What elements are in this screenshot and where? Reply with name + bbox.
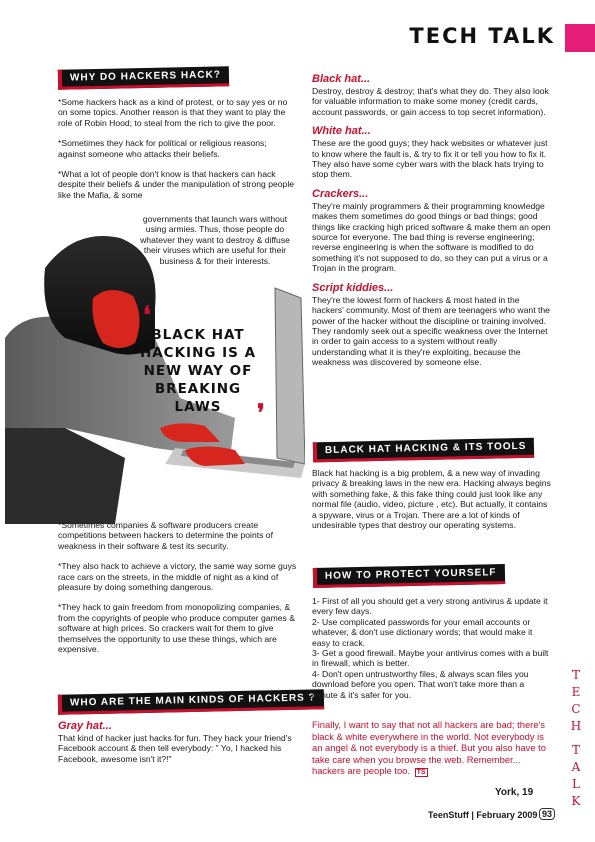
- para-victory: *They also hack to achieve a victory, the same way some guys race cars on the streets, in the middle of night as a kind of pleasure by doing something dangerous.: [58, 561, 297, 593]
- para-freedom: *They hack to gain freedom from monopolizing companies, & from the copyrights of people who produce computer games & software at high prices. So crackers wait for them to give themselves the opportunity to use these things, which are expensive.: [58, 602, 295, 655]
- banner-why-hack: WHY DO HACKERS HACK?: [58, 66, 229, 90]
- left-lower-section: [58, 520, 298, 654]
- crackers-title: Crackers...: [312, 187, 369, 200]
- banner-protect: HOW TO PROTECT YOURSELF: [313, 564, 505, 588]
- script-kiddies-title: Script kiddies...: [312, 281, 394, 294]
- gray-hat-title: Gray hat...: [58, 720, 112, 732]
- para-mafia-cont: governments that launch wars without using armies. Thus, those people do whatever they want to destroy & diffuse their viruses which are useful for their business & for their interests.: [140, 214, 290, 266]
- finale-body: Finally, I want to say that not all hackers are bad; there's black & white everywhere in the world. Not everybody is an angel & not everybody is a thief. But you also have to take care when you browse the web. Remember... hackers are people too.: [312, 719, 547, 777]
- side-letter: L: [572, 777, 580, 791]
- quote-close-mark: ❜: [257, 398, 265, 427]
- white-hat-title: White hat...: [312, 125, 371, 138]
- para-political: *Sometimes they hack for political or religious reasons; against someone who attacks their beliefs.: [58, 138, 267, 159]
- pull-quote: BLACK HAT HACKING IS A NEW WAY OF BREAKING LAWS: [139, 327, 257, 415]
- right-kinds-section: [312, 73, 552, 368]
- gray-hat-text: That kind of hacker just hacks for fun. They hack your friend's Facebook account & then tell everybody: " Yo, I hacked his Facebook, awesome isn't it?!": [58, 733, 292, 764]
- banner-tools: BLACK HAT HACKING & ITS TOOLS: [313, 438, 535, 463]
- para-competitions: *Sometimes companies & software producers create competitions between hackers to determine the points of weakness in their software & test its security.: [58, 520, 273, 551]
- script-kiddies-text: They're the lowest form of hackers & most hated in the hackers' community. Most of them are teenagers who want the power of the hacker without the discipline or training involved. They randomly seek out a specific weakness over the Internet in order to gain access to a system without really understanding what it is they're exploiting, because the weakness was discovered by someone else.: [312, 294, 550, 368]
- side-tech-talk: [570, 668, 582, 811]
- side-letter: T: [571, 743, 580, 757]
- side-letter: E: [571, 685, 581, 699]
- page-number: 93: [539, 808, 555, 820]
- black-hat-title: Black hat...: [312, 73, 371, 85]
- pink-corner-bar: [565, 24, 595, 52]
- tip-antivirus: 1- First of all you should get a very strong antivirus & update it every few days.: [312, 596, 548, 617]
- gray-hat-section: [58, 720, 298, 764]
- tip-passwords: 2- Use complicated passwords for your email accounts or whatever, & don't use dictionary words; that would make it easy to crack.: [312, 616, 533, 648]
- tools-section: [312, 468, 552, 530]
- tools-text: Black hat hacking is a big problem, & a new way of invading privacy & breaking laws in the new era. Hacking always begins with something fake, & this fake thing could just look like any normal file (audio, video, picture , etc). But actually, it contains a spyware, virus or a Trojan. There are a lot of kinds of undesirable types that destroy our operating systems.: [312, 468, 551, 531]
- why-hack-section: [58, 97, 296, 200]
- tip-files: 4- Don't open untrustworthy files, & always scan files you download before you open. That won't take more than a minute & it's safer for you.: [312, 668, 529, 700]
- black-hat-text: Destroy, destroy & destroy; that's what they do. They also look for valuable information to make some money (credit cards, account passwords, or gain access to top secret information).: [312, 86, 549, 117]
- para-protest: *Some hackers hack as a kind of protest, or to say yes or no on some topics. Another reason is that they want to play the role of Robin Hood; to steal from the rich to give the poor.: [58, 97, 288, 128]
- side-letter: A: [571, 760, 581, 774]
- banner-kinds: WHO ARE THE MAIN KINDS OF HACKERS ?: [58, 689, 324, 715]
- side-letter: K: [571, 794, 581, 808]
- side-letter: T: [571, 668, 580, 682]
- side-letter: C: [571, 702, 581, 716]
- white-hat-text: These are the good guys; they hack websites or whatever just to know where the fault is, & try to fix it or tell you how to fix it. They also have some cyber wars with the black hats trying to stop them.: [312, 138, 548, 180]
- quote-open-mark: ❛: [143, 300, 151, 329]
- footer-magazine: TeenStuff | February 2009: [428, 810, 538, 820]
- ts-logo-mark: TS: [416, 769, 426, 777]
- author: York, 19: [495, 787, 534, 798]
- finale-section: [312, 710, 552, 788]
- tip-firewall: 3- Get a good firewall. Maybe your antivirus comes with a built in firewall, which is better.: [312, 648, 549, 669]
- protect-section: [312, 596, 552, 700]
- para-mafia: *What a lot of people don't know is that hackers can hack despite their beliefs & under the manipulation of strong people like the Mafia, & some: [58, 169, 295, 200]
- page-title: TECH TALK: [409, 24, 555, 48]
- crackers-text: They're mainly programmers & their programming knowledge makes them sometimes do good things or bad things; good things like cracking high priced software & make them an open source for everyone. The bad thing is reverse engineering; reverse engineering is when the software is modified to do something it's not supposed to do, so they can put a virus or a Trojan in the program.: [312, 200, 551, 274]
- finale-text: [312, 719, 552, 778]
- side-letter: H: [570, 719, 582, 733]
